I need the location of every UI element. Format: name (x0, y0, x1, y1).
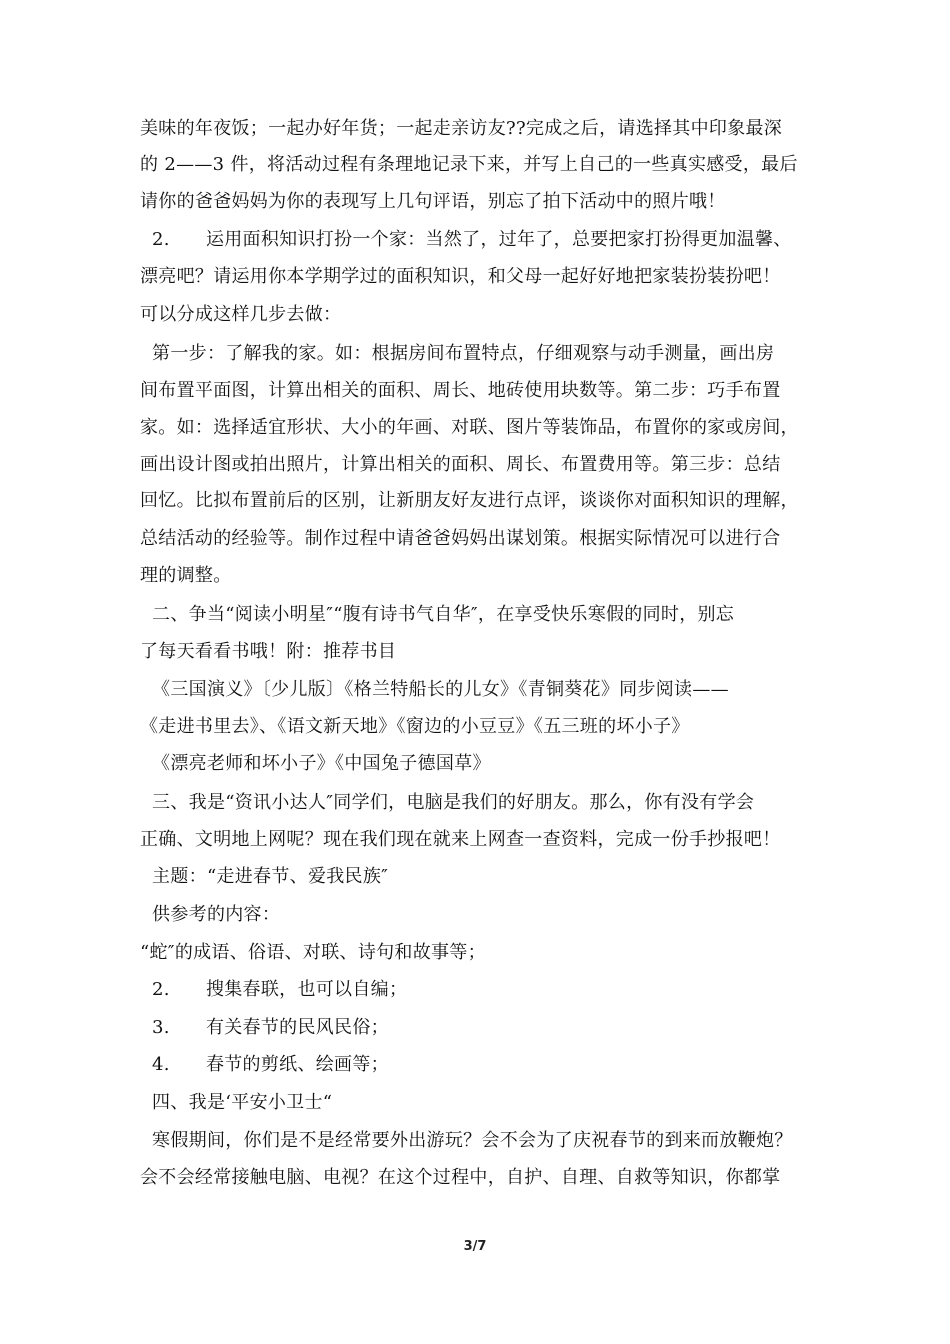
text-line: 2. 运用面积知识打扮一个家：当然了，过年了，总要把家打扮得更加温馨、 (140, 229, 792, 250)
text-line: 的 2——3 件，将活动过程有条理地记录下来，并写上自己的一些真实感受，最后 (140, 154, 798, 175)
text-line: “蛇″的成语、俗语、对联、诗句和故事等； (140, 942, 486, 963)
text-line: 供参考的内容： (140, 904, 281, 925)
text-line: 3. 有关春节的民风民俗； (140, 1017, 389, 1038)
text-line: 4. 春节的剪纸、绘画等； (140, 1054, 389, 1075)
text-line: 2. 搜集春联，也可以自编； (140, 979, 408, 1000)
text-line: 了每天看看书哦！附：推荐书目 (140, 641, 397, 662)
text-line: 画出设计图或拍出照片，计算出相关的面积、周长、布置费用等。第三步：总结 (140, 454, 781, 475)
text-line: 《三国演义》〔少儿版〕《格兰特船长的儿女》《青铜葵花》同步阅读—— (140, 679, 729, 700)
text-line: 三、我是“资讯小达人″同学们，电脑是我们的好朋友。那么，你有没有学会 (140, 792, 755, 813)
text-line: 理的调整。 (140, 565, 232, 586)
text-line: 家。如：选择适宜形状、大小的年画、对联、图片等装饰品，布置你的家或房间， (140, 417, 799, 438)
text-line: 正确、文明地上网呢？现在我们现在就来上网查一查资料，完成一份手抄报吧！ (140, 829, 781, 850)
text-line: 主题：“走进春节、爱我民族″ (140, 866, 389, 887)
text-line: 间布置平面图，计算出相关的面积、周长、地砖使用块数等。第二步：巧手布置 (140, 380, 781, 401)
text-line: 可以分成这样几步去做： (140, 304, 342, 325)
page-number: 3/7 (463, 1239, 487, 1254)
text-line: 漂亮吧？请运用你本学期学过的面积知识，和父母一起好好地把家装扮装扮吧！ (140, 266, 781, 287)
text-line: 请你的爸爸妈妈为你的表现写上几句评语，别忘了拍下活动中的照片哦！ (140, 191, 726, 212)
text-line: 会不会经常接触电脑、电视？在这个过程中，自护、自理、自救等知识，你都掌 (140, 1167, 781, 1188)
text-line: 《走进书里去》、《语文新天地》《窗边的小豆豆》《五三班的坏小子》 (140, 716, 690, 737)
text-line: 第一步：了解我的家。如：根据房间布置特点，仔细观察与动手测量，画出房 (140, 343, 775, 364)
text-line: 总结活动的经验等。制作过程中请爸爸妈妈出谋划策。根据实际情况可以进行合 (140, 528, 781, 549)
text-line: 二、争当“阅读小明星″“腹有诗书气自华″，在享受快乐寒假的同时，别忘 (140, 604, 735, 625)
text-line: 美味的年夜饭；一起办好年货；一起走亲访友??完成之后，请选择其中印象最深 (140, 118, 783, 139)
text-line: 《漂亮老师和坏小子》《中国兔子德国草》 (140, 753, 491, 774)
text-line: 寒假期间，你们是不是经常要外出游玩？会不会为了庆祝春节的到来而放鞭炮？ (140, 1130, 793, 1151)
text-line: 四、我是‘平安小卫士“ (140, 1092, 333, 1113)
text-line: 回忆。比拟布置前后的区别，让新朋友好友进行点评，谈谈你对面积知识的理解， (140, 490, 799, 511)
